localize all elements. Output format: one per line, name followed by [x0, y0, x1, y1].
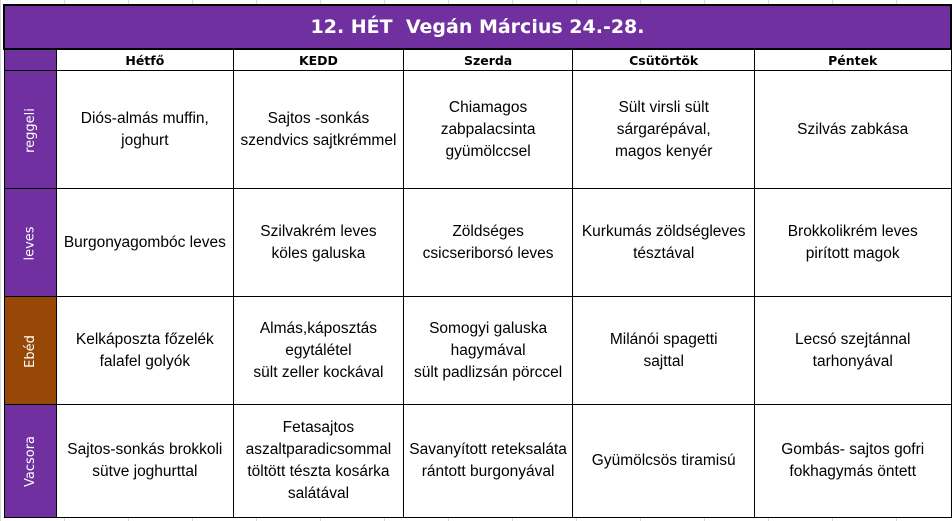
- meal-text-line: magos kenyér: [615, 142, 713, 160]
- meal-text-line: falafel golyók: [99, 352, 191, 370]
- meal-text-line: pirított magok: [805, 244, 900, 262]
- meal-text-line: Savanyított reteksaláta: [409, 441, 567, 458]
- meal-text-line: gyümölccsel: [445, 142, 531, 160]
- meal-text-line: Kelkáposzta főzelék: [75, 330, 214, 348]
- menu-title[interactable]: 12. HÉT Vegán Március 24.-28.: [4, 5, 951, 49]
- meal-rows: [4, 71, 951, 518]
- meal-text-line: köles galuska: [271, 244, 366, 262]
- meal-text-line: zabpalacsinta: [440, 120, 536, 138]
- meal-text-line: Szilvás zabkása: [797, 120, 909, 138]
- meal-text-line: szendvics sajtkrémmel: [240, 131, 397, 149]
- meal-text-line: Zöldséges: [452, 222, 524, 240]
- meal-row-breakfast: [4, 71, 951, 189]
- row-label-cell-soup[interactable]: [4, 189, 56, 297]
- day-header-wednesday[interactable]: Szerda: [403, 49, 573, 71]
- meal-text-line: fokhagymás öntett: [789, 463, 917, 480]
- day-header-monday[interactable]: Hétfő: [56, 49, 234, 71]
- meal-text-line: sárgarépával,: [616, 120, 711, 138]
- meal-cell-lunch-thursday[interactable]: [573, 297, 755, 405]
- meal-text-line: töltött tészta kosárka: [247, 463, 390, 480]
- meal-cell-dinner-thursday[interactable]: [573, 405, 755, 518]
- meal-cell-soup-tuesday[interactable]: [234, 189, 404, 297]
- meal-text-line: Brokkolikrém leves: [787, 222, 918, 240]
- meal-text-line: tarhonyával: [812, 352, 893, 370]
- meal-text-line: csicseriborsó leves: [422, 244, 554, 262]
- meal-text-line: Sült virsli sült: [618, 98, 709, 116]
- meal-cell-dinner-friday[interactable]: [754, 405, 951, 518]
- meal-text-line: aszaltparadicsommal: [245, 441, 392, 458]
- meal-cell-lunch-friday[interactable]: [754, 297, 951, 405]
- meal-text-line: Burgonyagombóc leves: [63, 233, 226, 251]
- meal-text-line: Sajtos -sonkás: [267, 109, 370, 127]
- meal-text-line: sajttal: [643, 352, 684, 370]
- meal-text-line: Almás,káposztás: [259, 319, 378, 337]
- day-header-tuesday[interactable]: KEDD: [234, 49, 404, 71]
- row-label-cell-breakfast[interactable]: [4, 71, 56, 189]
- row-label-breakfast: reggeli: [22, 107, 38, 153]
- day-header-friday[interactable]: Péntek: [754, 49, 951, 71]
- meal-text-line: sült padlizsán pörccel: [413, 363, 563, 381]
- meal-text-line: Szilvakrém leves: [260, 222, 377, 240]
- row-label-cell-dinner[interactable]: [4, 405, 56, 518]
- meal-cell-soup-monday[interactable]: [56, 189, 234, 297]
- meal-text-line: salátával: [287, 485, 350, 502]
- meal-text-line: joghurt: [121, 131, 169, 149]
- meal-cell-lunch-wednesday[interactable]: [403, 297, 573, 405]
- meal-text-line: Chiamagos: [448, 98, 528, 116]
- meal-cell-soup-friday[interactable]: [754, 189, 951, 297]
- title-row: [4, 5, 951, 49]
- meal-cell-lunch-monday[interactable]: [56, 297, 234, 405]
- row-label-soup: leves: [22, 225, 38, 261]
- meal-cell-breakfast-thursday[interactable]: [573, 71, 755, 189]
- meal-row-soup: [4, 189, 951, 297]
- meal-text-line: tésztával: [633, 244, 695, 262]
- meal-text-line: egytálétel: [285, 341, 352, 359]
- meal-text-line: Milánói spagetti: [609, 330, 718, 348]
- row-label-lunch: Ebéd: [22, 334, 38, 368]
- row-label-cell-lunch[interactable]: [4, 297, 56, 405]
- meal-text-line: hagymával: [450, 341, 526, 359]
- day-header-thursday[interactable]: Csütörtök: [573, 49, 755, 71]
- day-header-row: [4, 49, 951, 71]
- meal-text-line: Gyümölcsös tiramisú: [591, 452, 736, 469]
- meal-text-line: Somogyi galuska: [429, 319, 548, 337]
- meal-cell-soup-wednesday[interactable]: [403, 189, 573, 297]
- meal-text-line: sütve joghurttal: [92, 463, 198, 480]
- meal-cell-breakfast-monday[interactable]: [56, 71, 234, 189]
- meal-cell-dinner-tuesday[interactable]: [234, 405, 404, 518]
- corner-cell[interactable]: [4, 49, 56, 71]
- meal-cell-breakfast-wednesday[interactable]: [403, 71, 573, 189]
- meal-text-line: Lecsó szejtánnal: [794, 330, 911, 348]
- meal-cell-soup-thursday[interactable]: [573, 189, 755, 297]
- meal-row-dinner: [4, 405, 951, 518]
- meal-cell-dinner-monday[interactable]: [56, 405, 234, 518]
- meal-text-line: sült zeller kockával: [253, 363, 384, 381]
- meal-text-line: Gombás- sajtos gofri: [781, 441, 925, 458]
- row-label-dinner: Vacsora: [22, 435, 38, 488]
- meal-text-line: Fetasajtos: [282, 419, 355, 436]
- meal-text-line: Kurkumás zöldségleves: [581, 222, 746, 240]
- meal-text-line: rántott burgonyával: [421, 463, 555, 480]
- meal-cell-breakfast-tuesday[interactable]: [234, 71, 404, 189]
- meal-cell-dinner-wednesday[interactable]: [403, 405, 573, 518]
- weekly-menu-table: [3, 4, 952, 518]
- meal-cell-breakfast-friday[interactable]: [754, 71, 951, 189]
- meal-row-lunch: [4, 297, 951, 405]
- meal-cell-lunch-tuesday[interactable]: [234, 297, 404, 405]
- meal-text-line: Diós-almás muffin,: [80, 109, 209, 127]
- meal-text-line: Sajtos-sonkás brokkoli: [67, 441, 223, 458]
